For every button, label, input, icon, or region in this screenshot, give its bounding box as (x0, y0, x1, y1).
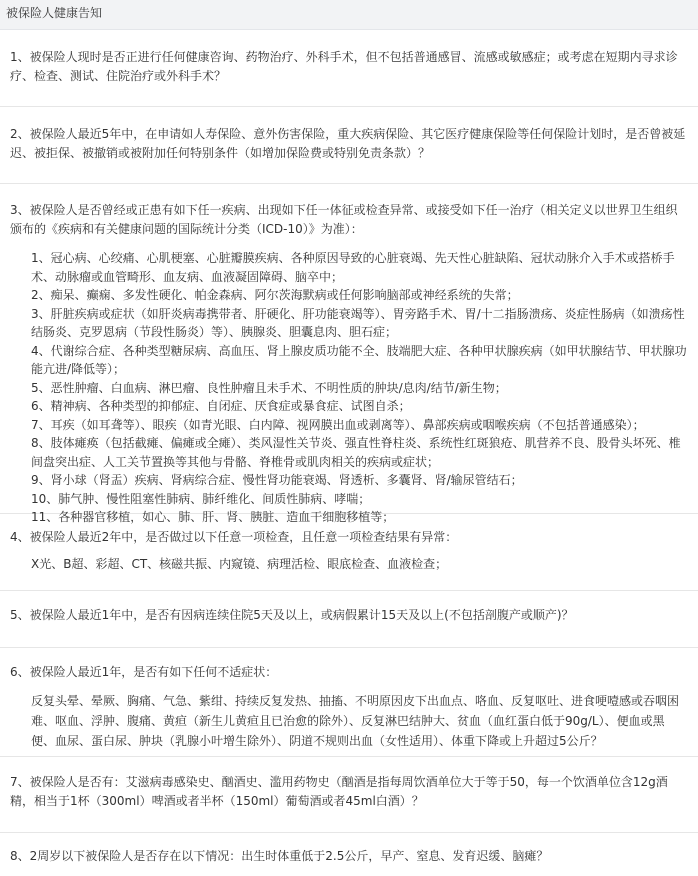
detail-item: 反复头晕、晕厥、胸痛、气急、紫绀、持续反复发热、抽搐、不明原因皮下出血点、咯血、反复呕吐、进食哽噎感或吞咽困难、呕血、浮肿、腹痛、黄疸（新生儿黄疸且已治愈的除外）、反复淋巴结肿大、贫血（血红蛋白低于90g/L）、便血或黑便、血尿、蛋白尿、肿块（乳腺小叶增生除外）、阴道不规则出血（女性适用）、体重下降或上升超过5公斤？ (31, 694, 680, 748)
detail-item: X光、B超、彩超、CT、核磁共振、内窥镜、病理活检、眼底检查、血液检查； (31, 557, 448, 571)
detail-item: 2、痴呆、癫痫、多发性硬化、帕金森病、阿尔茨海默病或任何影响脑部或神经系统的失常； (31, 288, 519, 302)
detail-item: 10、肺气肿、慢性阻塞性肺病、肺纤维化、间质性肺病、哮喘； (31, 491, 371, 506)
detail-item: 7、耳疾（如耳聋等）、眼疾（如青光眼、白内障、视网膜出血或剥离等）、鼻部疾病或咽喉疾病（不包括普通感染）； (31, 417, 645, 432)
question-text: 6、被保险人最近1年，是否有如下任何不适症状： (10, 665, 278, 679)
question-text: 5、被保险人最近1年中，是否有因病连续住院5天及以上，或病假累计15天及以上(不包括剖腹产或顺产)？ (10, 608, 574, 622)
question-text: 4、被保险人最近2年中，是否做过以下任意一项检查，且任意一项检查结果有异常： (10, 530, 458, 544)
detail-item: 5、恶性肿瘤、白血病、淋巴瘤、良性肿瘤且未手术、不明性质的肿块/息肉/结节/新生物； (31, 380, 507, 395)
question-item-8 (0, 833, 698, 875)
detail-item: 4、代谢综合症、各种类型糖尿病、高血压、肾上腺皮质功能不全、肢端肥大症、各种甲状腺疾病（如甲状腺结节、甲状腺功能亢进/降低等）； (31, 343, 687, 376)
question-text: 8、2周岁以下被保险人是否存在以下情况：出生时体重低于2.5公斤，早产、窒息、发育迟缓、脑瘫？ (10, 849, 549, 863)
detail-item: 1、冠心病、心绞痛、心肌梗塞、心脏瓣膜疾病、各种原因导致的心脏衰竭、先天性心脏缺陷、冠状动脉介入手术或搭桥手术、动脉瘤或血管畸形、血友病、血液凝固障碍、脑卒中； (31, 251, 675, 284)
question-text: 1、被保险人现时是否正进行任何健康咨询、药物治疗、外科手术，但不包括普通感冒、流感或敏感症；或考虑在短期内寻求诊疗、检查、测试、住院治疗或外科手术？ (10, 50, 678, 83)
page-title: 被保险人健康告知 (6, 6, 103, 20)
question-text: 3、被保险人是否曾经或正患有如下任一疾病、出现如下任一体征或检查异常、或接受如下任一治疗（相关定义以世界卫生组织颁布的《疾病和有关健康问题的国际统计分类（ICD-10）》为准）： (10, 203, 678, 236)
question-item-7 (0, 757, 698, 833)
question-detail-list (10, 249, 688, 527)
question-item-5 (0, 591, 698, 648)
question-item-3 (0, 184, 698, 524)
detail-item: 9、肾小球（肾盂）疾病、肾病综合症、慢性肾功能衰竭、肾透析、多囊肾、肾/输尿管结石； (31, 473, 523, 487)
health-questions-list (0, 30, 698, 875)
detail-item: 6、精神病、各种类型的抑郁症、自闭症、厌食症或暴食症、试图自杀； (31, 399, 411, 413)
question-detail-list (10, 555, 688, 574)
detail-item: 8、肢体瘫痪（包括截瘫、偏瘫或全瘫）、类风湿性关节炎、强直性脊柱炎、系统性红斑狼疮、肌营养不良、股骨头坏死、椎间盘突出症、人工关节置换等其他与骨骼、脊椎骨或肌肉相关的疾病或症状； (31, 436, 681, 469)
detail-item: 3、肝脏疾病或症状（如肝炎病毒携带者、肝硬化、肝功能衰竭等）、胃旁路手术、胃/十二指肠溃疡、炎症性肠病（如溃疡性结肠炎、克罗恩病（节段性肠炎）等）、胰腺炎、胆囊息肉、胆石症； (31, 306, 685, 339)
question-item-2 (0, 107, 698, 184)
question-text: 2、被保险人最近5年中，在申请如人寿保险、意外伤害保险，重大疾病保险、其它医疗健康保险等任何保险计划时，是否曾被延迟、被拒保、被撤销或被附加任何特别条件（如增加保险费或特别免责条款）？ (10, 127, 686, 160)
question-item-1 (0, 30, 698, 107)
detail-item: 11、各种器官移植，如心、肺、肝、肾、胰脏、造血干细胞移植等； (31, 510, 395, 524)
page-title-bar (0, 0, 698, 30)
question-detail-list (10, 691, 688, 751)
question-text: 7、被保险人是否有：艾滋病毒感染史、酗酒史、滥用药物史（酗酒是指每周饮酒单位大于等于50，每一个饮酒单位含12g酒精，相当于1杯（300ml）啤酒或者半杯（150ml）葡萄酒或者45ml白酒）？ (10, 775, 668, 808)
question-item-6 (0, 648, 698, 757)
